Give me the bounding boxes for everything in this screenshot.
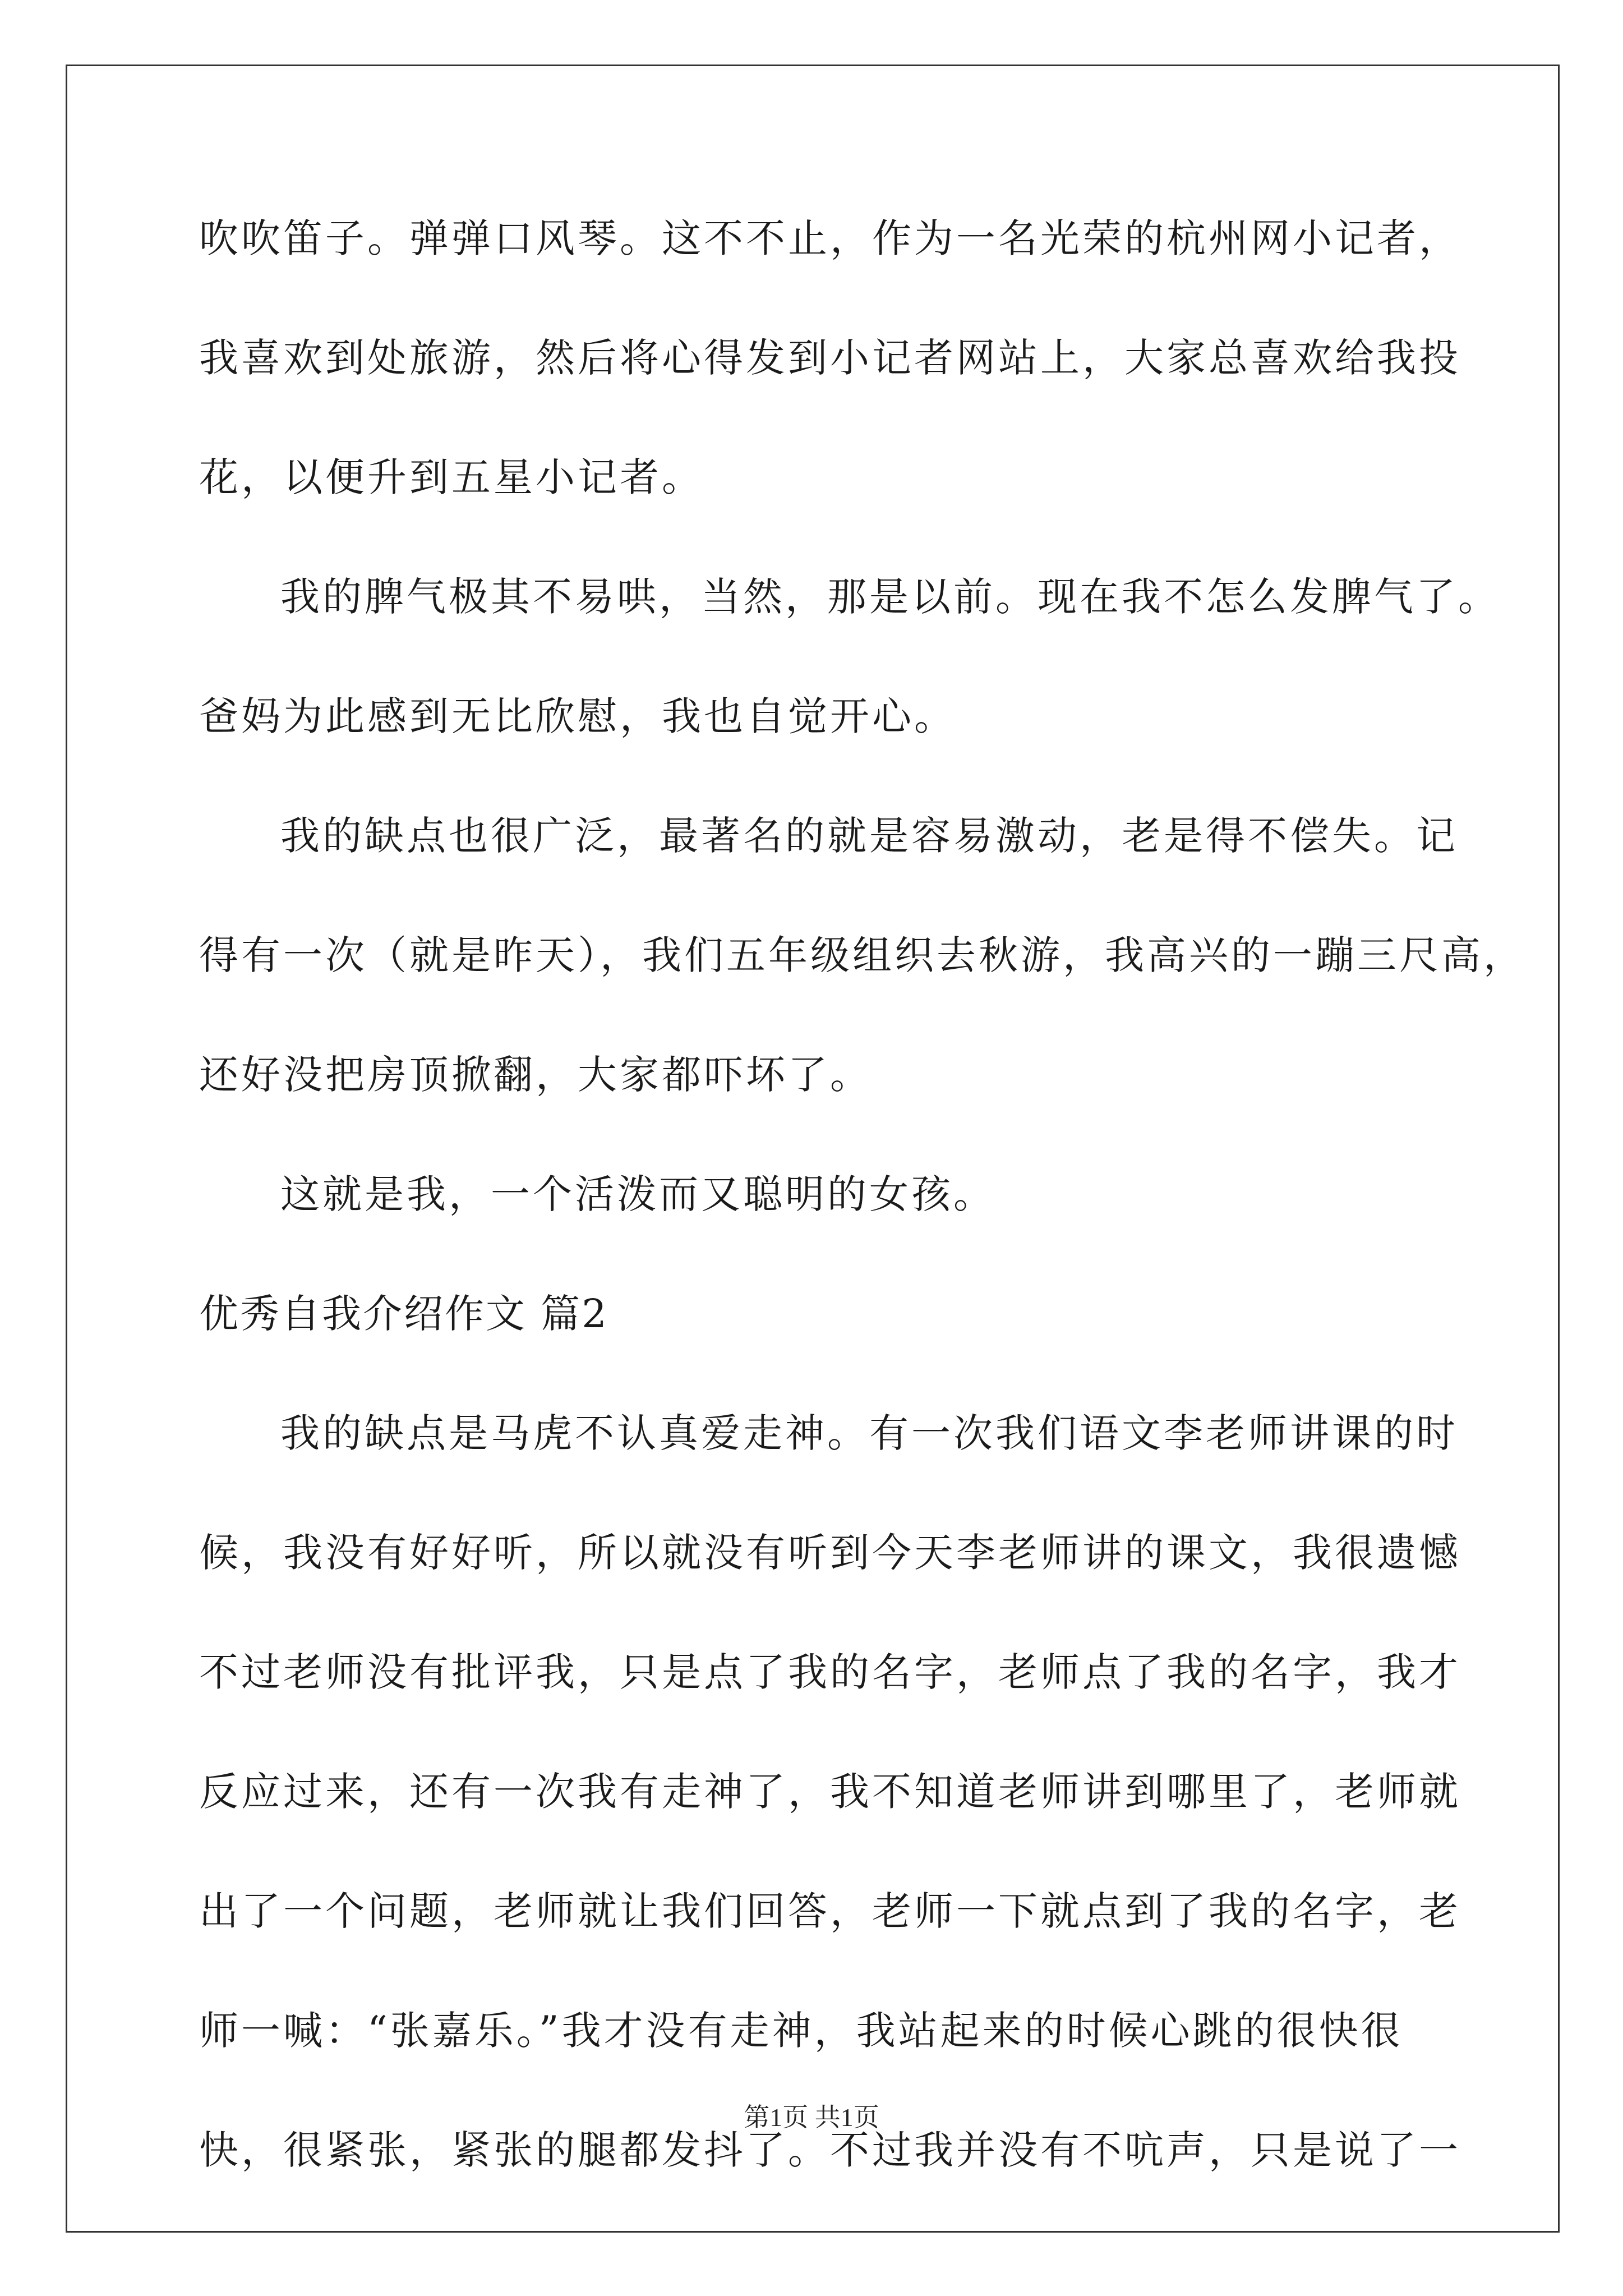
body-text-line: 还好没把房顶掀翻，大家都吓坏了。 xyxy=(199,1052,872,1098)
paragraph-start-line: 我的缺点也很广泛，最著名的就是容易激动，老是得不偿失。记 xyxy=(280,813,1458,859)
body-text-line: 快，很紧张，紧张的腿都发抖了。不过我并没有不吭声，只是说了一 xyxy=(199,2127,1461,2173)
body-text-line: 得有一次（就是昨天），我们五年级组织去秋游，我高兴的一蹦三尺高， xyxy=(199,932,1525,978)
body-text-line: 花，以便升到五星小记者。 xyxy=(199,454,704,500)
body-text-line: 爸妈为此感到无比欣慰，我也自觉开心。 xyxy=(199,693,956,739)
body-text-line: 出了一个问题，老师就让我们回答，老师一下就点到了我的名字，老 xyxy=(199,1888,1461,1934)
body-text-line: 吹吹笛子。弹弹口风琴。这不不止，作为一名光荣的杭州网小记者， xyxy=(199,215,1461,261)
paragraph-start-line: 这就是我，一个活泼而又聪明的女孩。 xyxy=(280,1171,995,1217)
body-text-line: 不过老师没有批评我，只是点了我的名字，老师点了我的名字，我才 xyxy=(199,1649,1461,1695)
body-text-line: 候，我没有好好听，所以就没有听到今天李老师讲的课文，我很遗憾 xyxy=(199,1530,1461,1576)
paragraph-start-line: 我的缺点是马虎不认真爱走神。有一次我们语文李老师讲课的时 xyxy=(280,1410,1458,1456)
page-footer: 第1页 共1页 xyxy=(744,2103,879,2132)
body-text-line: 反应过来，还有一次我有走神了，我不知道老师讲到哪里了，老师就 xyxy=(199,1769,1461,1815)
body-text-line: 我喜欢到处旅游，然后将心得发到小记者网站上，大家总喜欢给我投 xyxy=(199,335,1461,381)
paragraph-start-line: 我的脾气极其不易哄，当然，那是以前。现在我不怎么发脾气了。 xyxy=(280,574,1500,620)
body-text-line: 师一喊：“张嘉乐。”我才没有走神，我站起来的时候心跳的很快很 xyxy=(199,2008,1403,2054)
section-heading: 优秀自我介绍作文 篇2 xyxy=(199,1291,608,1337)
